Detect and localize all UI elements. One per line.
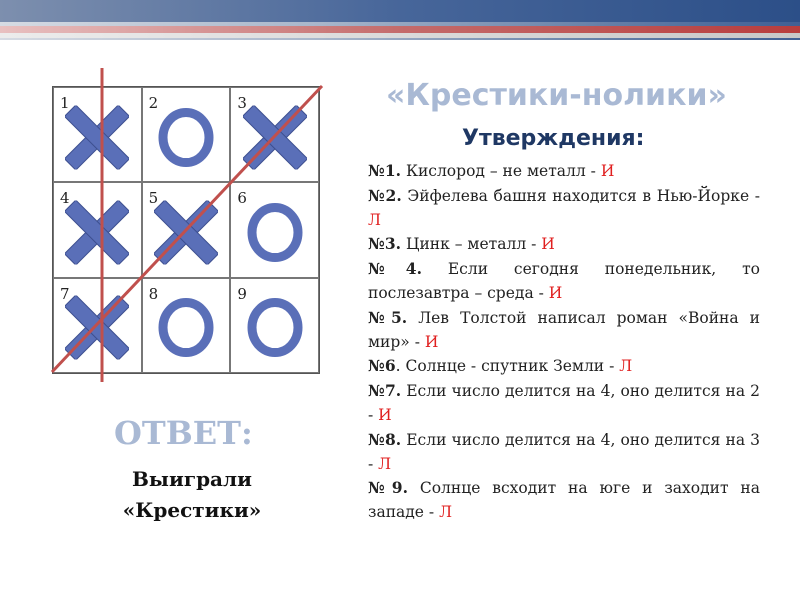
statement-answer: Л [619,357,633,376]
statement-text: Если число делится на 4, оно делится на 2 - [368,382,760,424]
statement-text: Лев Толстой написал роман «Война и мир» - [368,308,761,351]
answer-heading: ОТВЕТ: [114,414,253,452]
statement-item [368,476,760,525]
cell-number: 4 [60,189,70,208]
statement-number: №2. [368,185,402,205]
statement-answer: И [600,162,615,180]
statement-answer: Л [368,210,381,229]
header-decoration [0,0,800,40]
statement-number: №3. [368,234,402,254]
cell-number: 3 [237,94,247,112]
statements-heading: Утверждения: [462,126,645,151]
statement-text: Кислород – не металл - [401,162,601,180]
answer-line-1: Выиграли [132,467,252,491]
statement-answer: И [424,332,439,351]
win-line-diagonal [52,86,322,372]
statement-text: . Солнце - спутник Земли - [395,357,620,376]
cell-number: 9 [237,284,247,303]
statement-number: №5. [368,307,408,327]
cell-number: 7 [60,284,70,303]
statement-number: №1. [368,161,402,180]
cell-number: 6 [237,189,247,208]
slide-title: «Крестики-нолики» [386,78,727,113]
statement-text: Если сегодня понедельник, то послезавтра – среда - [368,260,760,302]
answer-line-2: «Крестики» [122,498,262,522]
winning-lines [52,86,320,374]
cell-number: 1 [60,94,70,112]
statement-item [368,232,760,257]
statement-text: Цинк – металл - [401,235,542,254]
statement-item [368,257,760,306]
statement-text: Эйфелева башня находится в Нью-Йорке - [401,186,760,205]
statement-item [368,354,760,379]
statement-answer: И [541,235,555,254]
tic-tac-toe-board [52,86,320,374]
statement-number: №8. [368,429,402,449]
statement-answer: Л [439,503,453,522]
statement-answer: И [548,283,563,302]
statement-item [368,159,760,184]
cell-number: 8 [148,284,159,303]
statement-item [368,428,760,477]
statement-number: №6 [368,356,396,376]
statement-answer: Л [378,454,392,473]
header-band-gray [0,33,800,38]
cell-number: 5 [148,189,159,208]
header-band-blue [0,0,800,22]
cell-number: 2 [148,94,159,112]
statement-number: №4. [368,259,422,279]
statement-answer: И [378,405,392,424]
statement-number: №7. [368,381,402,401]
header-band-red [0,26,800,33]
statement-number: №9. [368,478,408,498]
statement-text: Солнце всходит на юге и заходит на западе - [368,479,760,522]
statements-list [368,159,760,525]
statement-text: Если число делится на 4, оно делится на 3 - [368,430,760,473]
answer-text [92,464,292,526]
statement-item [368,379,760,428]
statement-item [368,306,760,355]
statement-item [368,184,760,233]
